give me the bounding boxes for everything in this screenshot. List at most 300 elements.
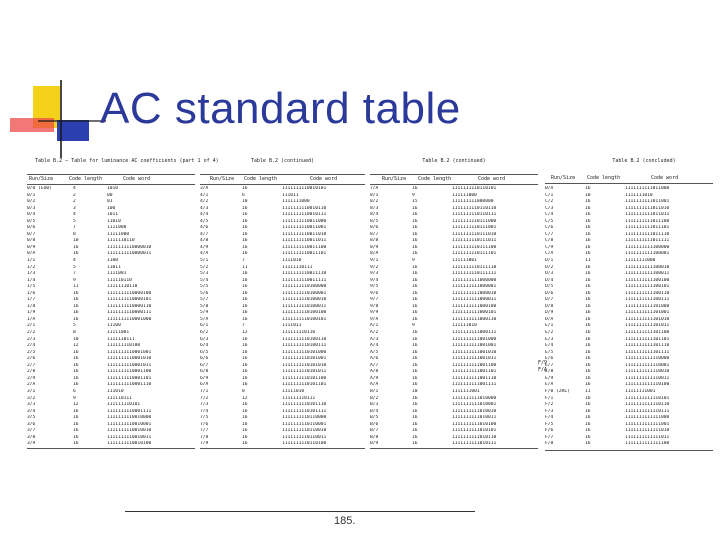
cell-code-length: 16 bbox=[585, 290, 591, 296]
cell-code-length: 16 bbox=[242, 441, 248, 447]
cell-run-size: D/5 bbox=[545, 284, 554, 290]
cell-run-size: 5/4 bbox=[200, 277, 209, 283]
cell-code-length: 16 bbox=[412, 284, 418, 290]
col-header-run-size: Run/Size bbox=[551, 175, 576, 181]
col-header-code-length: Code length bbox=[587, 175, 621, 181]
cell-code-length: 16 bbox=[242, 421, 248, 427]
cell-run-size: 9/A bbox=[370, 316, 379, 322]
cell-code-length: 16 bbox=[585, 421, 591, 427]
cell-run-size: 6/A bbox=[200, 382, 209, 388]
cell-run-size: 0/4 bbox=[27, 212, 36, 218]
cell-code-word: 111111000 bbox=[452, 192, 477, 198]
cell-run-size: 0/3 bbox=[27, 205, 36, 211]
cell-code-length: 16 bbox=[412, 316, 418, 322]
cell-code-word: 1111111110111100 bbox=[452, 244, 497, 250]
cell-code-word: 111111001 bbox=[452, 258, 477, 264]
cell-run-size: 1/7 bbox=[27, 297, 36, 303]
cell-run-size: 2/7 bbox=[27, 362, 36, 368]
footer-rule bbox=[125, 511, 475, 512]
cell-code-word: 1111111110010000 bbox=[107, 415, 152, 421]
cell-code-length: 10 bbox=[73, 238, 79, 244]
cell-run-size: 8/9 bbox=[370, 244, 379, 250]
cell-code-word: 100 bbox=[107, 205, 116, 211]
cell-run-size: 1/4 bbox=[27, 277, 36, 283]
cell-code-word: 1111111111110100 bbox=[625, 382, 670, 388]
cell-code-word: 1111111111010010 bbox=[452, 408, 497, 414]
cell-run-size: 2/1 bbox=[27, 323, 36, 329]
table-caption: Table B.2 (concluded) bbox=[612, 158, 676, 164]
side-label bbox=[538, 445, 558, 452]
cell-code-word: 1111111111101010 bbox=[625, 316, 670, 322]
cell-run-size: A/1 bbox=[370, 323, 379, 329]
cell-code-word: 1111111110010100 bbox=[107, 441, 152, 447]
cell-code-length: 16 bbox=[585, 330, 591, 336]
cell-code-word: 1111111110110101 bbox=[452, 186, 497, 191]
col-header-code-length: Code length bbox=[244, 176, 278, 182]
cell-code-word: 111010 bbox=[107, 388, 124, 394]
cell-code-word: 1111000 bbox=[107, 225, 127, 231]
col-header-code-word: Code word bbox=[478, 176, 506, 182]
cell-code-word: 1111111110100111 bbox=[282, 343, 327, 349]
cell-code-length: 16 bbox=[242, 297, 248, 303]
cell-code-length: 16 bbox=[585, 238, 591, 244]
cell-code-length: 16 bbox=[585, 356, 591, 362]
cell-code-word: 01 bbox=[107, 199, 113, 205]
cell-code-length: 16 bbox=[242, 244, 248, 250]
cell-run-size: A/7 bbox=[370, 362, 379, 368]
cell-code-word: 1111111111000001 bbox=[452, 284, 497, 290]
cell-run-size: 0/9 bbox=[27, 244, 36, 250]
cell-code-length: 16 bbox=[73, 356, 79, 362]
cell-code-length: 16 bbox=[585, 251, 591, 257]
cell-code-word: 1111111111010111 bbox=[452, 441, 497, 447]
cell-code-length: 16 bbox=[585, 408, 591, 414]
cell-run-size: 6/3 bbox=[200, 336, 209, 342]
cell-code-word: 1111111111001110 bbox=[452, 375, 497, 381]
cell-code-length: 16 bbox=[242, 271, 248, 277]
cell-code-word: 1111111111000101 bbox=[452, 310, 497, 316]
cell-code-word: 1111111110101100 bbox=[282, 375, 327, 381]
cell-run-size: 8/2 bbox=[370, 199, 379, 205]
cell-run-size: 5/A bbox=[200, 316, 209, 322]
cell-code-word: 1111111111000000 bbox=[452, 277, 497, 283]
cell-code-length: 5 bbox=[73, 323, 76, 329]
cell-code-length: 11 bbox=[585, 258, 591, 264]
table-body bbox=[370, 186, 538, 448]
cell-code-length: 16 bbox=[585, 186, 591, 191]
cell-code-word: 1111111110100001 bbox=[282, 290, 327, 296]
cell-code-length: 11 bbox=[585, 388, 591, 394]
cell-run-size: B/2 bbox=[370, 395, 379, 401]
cell-run-size: B/4 bbox=[370, 408, 379, 414]
cell-code-word: 1111111111110010 bbox=[625, 369, 670, 375]
cell-code-length: 16 bbox=[242, 402, 248, 408]
cell-code-word: 1111111111111001 bbox=[625, 421, 670, 427]
cell-code-word: 1111111111011000 bbox=[625, 186, 670, 191]
cell-code-word: 1111111111001100 bbox=[452, 362, 497, 368]
cell-code-word: 1111111111110011 bbox=[625, 375, 670, 381]
col-header-code-length: Code length bbox=[418, 176, 452, 182]
cell-code-word: 111011 bbox=[282, 192, 299, 198]
cell-code-word: 1111111111101000 bbox=[625, 303, 670, 309]
cell-run-size: 6/1 bbox=[200, 323, 209, 329]
cell-code-length: 16 bbox=[585, 284, 591, 290]
cell-code-word: 1111111111011011 bbox=[625, 212, 670, 218]
cell-code-word: 1111111111010011 bbox=[452, 415, 497, 421]
cell-code-length: 16 bbox=[585, 375, 591, 381]
cell-run-size: 9/5 bbox=[370, 284, 379, 290]
cell-run-size: 2/8 bbox=[27, 369, 36, 375]
cell-code-length: 16 bbox=[412, 369, 418, 375]
cell-code-length: 9 bbox=[412, 323, 415, 329]
cell-run-size: 1/2 bbox=[27, 264, 36, 270]
cell-code-length: 16 bbox=[412, 343, 418, 349]
cell-code-length: 10 bbox=[73, 336, 79, 342]
cell-code-length: 8 bbox=[73, 231, 76, 237]
cell-run-size: A/5 bbox=[370, 349, 379, 355]
cell-code-word: 1111111110110010 bbox=[282, 428, 327, 434]
cell-code-length: 16 bbox=[585, 218, 591, 224]
table-header bbox=[370, 174, 538, 185]
cell-code-word: 1111111111101111 bbox=[625, 349, 670, 355]
cell-code-word: 1111111111100100 bbox=[625, 277, 670, 283]
cell-code-word: 1111111111101110 bbox=[625, 343, 670, 349]
cell-code-length: 5 bbox=[73, 264, 76, 270]
cell-code-length: 16 bbox=[242, 349, 248, 355]
cell-code-word: 11111001 bbox=[107, 330, 130, 336]
cell-code-length: 16 bbox=[242, 212, 248, 218]
cell-code-word: 1111111111111100 bbox=[625, 441, 670, 447]
cell-code-word: 1111111110100011 bbox=[282, 303, 327, 309]
cell-run-size: B/6 bbox=[370, 421, 379, 427]
cell-run-size: A/9 bbox=[370, 375, 379, 381]
cell-code-length: 15 bbox=[412, 199, 418, 205]
cell-code-length: 16 bbox=[73, 382, 79, 388]
cell-code-length: 16 bbox=[73, 441, 79, 447]
cell-code-length: 16 bbox=[412, 362, 418, 368]
cell-code-word: 1111111111011100 bbox=[625, 218, 670, 224]
cell-code-length: 16 bbox=[585, 441, 591, 447]
cell-code-length: 16 bbox=[73, 375, 79, 381]
cell-run-size: E/1 bbox=[545, 323, 554, 329]
cell-code-word: 1111111110100101 bbox=[282, 316, 327, 322]
cell-run-size: 3/1 bbox=[27, 388, 36, 394]
cell-code-word: 1111111110000111 bbox=[107, 310, 152, 316]
cell-code-word: 1111111110000011 bbox=[107, 251, 152, 257]
cell-code-word: 1111111110110000 bbox=[282, 415, 327, 421]
cell-code-length: 16 bbox=[73, 369, 79, 375]
cell-code-length: 16 bbox=[412, 310, 418, 316]
cell-run-size: E/3 bbox=[545, 336, 554, 342]
cell-run-size: A/8 bbox=[370, 369, 379, 375]
cell-code-length: 2 bbox=[73, 199, 76, 205]
cell-code-length: 4 bbox=[73, 258, 76, 264]
cell-code-length: 8 bbox=[242, 388, 245, 394]
cell-run-size: B/1 bbox=[370, 388, 379, 394]
cell-run-size: 4/9 bbox=[200, 244, 209, 250]
cell-run-size: F/1 bbox=[545, 395, 554, 401]
side-label: F/A bbox=[538, 366, 548, 373]
cell-code-length: 16 bbox=[412, 277, 418, 283]
cell-run-size: B/A bbox=[545, 186, 554, 191]
cell-run-size: 9/1 bbox=[370, 258, 379, 264]
cell-code-word: 1111111110001000 bbox=[107, 316, 152, 322]
cell-code-word: 1111111110100010 bbox=[282, 297, 327, 303]
cell-code-length: 16 bbox=[585, 434, 591, 440]
cell-code-length: 16 bbox=[412, 434, 418, 440]
cell-run-size: F/8 bbox=[545, 441, 554, 447]
cell-code-length: 16 bbox=[73, 349, 79, 355]
cell-code-length: 16 bbox=[585, 310, 591, 316]
cell-code-word: 1111111111001010 bbox=[452, 349, 497, 355]
cell-code-length: 12 bbox=[73, 402, 79, 408]
cell-code-length: 16 bbox=[412, 244, 418, 250]
cell-code-length: 16 bbox=[242, 186, 248, 191]
cell-run-size: 0/5 bbox=[27, 218, 36, 224]
cell-code-length: 16 bbox=[585, 382, 591, 388]
cell-run-size: 9/7 bbox=[370, 297, 379, 303]
cell-run-size: C/1 bbox=[545, 192, 554, 198]
table-header bbox=[27, 174, 195, 185]
cell-code-word: 1111011 bbox=[282, 323, 302, 329]
cell-run-size: C/3 bbox=[545, 205, 554, 211]
cell-code-length: 9 bbox=[412, 192, 415, 198]
cell-code-word: 11100 bbox=[107, 323, 121, 329]
cell-run-size: E/2 bbox=[545, 330, 554, 336]
cell-run-size: D/A bbox=[545, 316, 554, 322]
cell-code-length: 16 bbox=[412, 402, 418, 408]
cell-run-size: 7/5 bbox=[200, 415, 209, 421]
cell-code-word: 1111111110100000 bbox=[282, 284, 327, 290]
cell-code-word: 1111111110111000 bbox=[452, 218, 497, 224]
cell-run-size: E/9 bbox=[545, 375, 554, 381]
cell-code-length: 16 bbox=[73, 290, 79, 296]
cell-code-word: 1111111111001111 bbox=[452, 382, 497, 388]
cell-code-word: 1111111110110100 bbox=[282, 441, 327, 447]
cell-code-word: 1111111111001101 bbox=[452, 369, 497, 375]
cell-code-word: 00 bbox=[107, 192, 113, 198]
cell-code-word: 1111111110010001 bbox=[107, 421, 152, 427]
cell-code-length: 16 bbox=[585, 303, 591, 309]
cell-code-length: 16 bbox=[73, 297, 79, 303]
cell-run-size: C/5 bbox=[545, 218, 554, 224]
slide-decoration bbox=[0, 0, 110, 165]
cell-code-word: 1010 bbox=[107, 186, 119, 191]
cell-run-size: E/7 bbox=[545, 362, 554, 368]
cell-run-size: 0/1 bbox=[27, 192, 36, 198]
cell-run-size: C/A bbox=[545, 251, 554, 257]
cell-code-word: 1111111111011111 bbox=[625, 238, 670, 244]
cell-run-size: D/3 bbox=[545, 271, 554, 277]
col-header-code-word: Code word bbox=[310, 176, 338, 182]
cell-code-length: 16 bbox=[242, 231, 248, 237]
cell-code-word: 1111111110011111 bbox=[282, 277, 327, 283]
cell-code-word: 1111111110010101 bbox=[282, 186, 327, 191]
cell-code-length: 16 bbox=[242, 408, 248, 414]
cell-code-word: 1111001 bbox=[107, 271, 127, 277]
cell-run-size: 9/8 bbox=[370, 303, 379, 309]
cell-code-length: 16 bbox=[585, 323, 591, 329]
cell-run-size: 3/8 bbox=[27, 434, 36, 440]
cell-run-size: 0/6 bbox=[27, 225, 36, 231]
cell-code-length: 16 bbox=[242, 415, 248, 421]
cell-run-size: D/7 bbox=[545, 297, 554, 303]
cell-code-word: 11111110110 bbox=[107, 284, 138, 290]
cell-code-word: 1111111110111010 bbox=[452, 231, 497, 237]
cell-code-length: 16 bbox=[242, 238, 248, 244]
cell-run-size: 5/2 bbox=[200, 264, 209, 270]
cell-code-word: 111111110101 bbox=[107, 402, 141, 408]
cell-code-length: 16 bbox=[412, 421, 418, 427]
cell-code-length: 16 bbox=[73, 362, 79, 368]
cell-run-size: 5/8 bbox=[200, 303, 209, 309]
cell-code-length: 16 bbox=[585, 336, 591, 342]
cell-code-length: 7 bbox=[242, 323, 245, 329]
side-label: F/9 bbox=[538, 360, 548, 366]
cell-code-word: 1111111001 bbox=[452, 388, 480, 394]
cell-run-size: E/A bbox=[545, 382, 554, 388]
cell-code-word: 1111111111101001 bbox=[625, 310, 670, 316]
cell-run-size: 0/0 (EOB) bbox=[27, 186, 52, 191]
cell-run-size: 3/5 bbox=[27, 415, 36, 421]
cell-code-word: 1111111111000111 bbox=[452, 330, 497, 336]
page-number: 185. bbox=[334, 515, 356, 527]
cell-run-size: 5/1 bbox=[200, 258, 209, 264]
cell-code-length: 16 bbox=[585, 415, 591, 421]
cell-run-size: 8/6 bbox=[370, 225, 379, 231]
cell-run-size: D/6 bbox=[545, 290, 554, 296]
cell-code-word: 11111111000 bbox=[625, 258, 656, 264]
cell-code-length: 16 bbox=[412, 205, 418, 211]
cell-run-size: 1/1 bbox=[27, 258, 36, 264]
cell-code-word: 1111111110110110 bbox=[452, 205, 497, 211]
table-row bbox=[200, 441, 365, 448]
cell-code-word: 1111111111110111 bbox=[625, 408, 670, 414]
cell-run-size: 9/4 bbox=[370, 277, 379, 283]
cell-code-word: 111111110111 bbox=[282, 395, 316, 401]
cell-code-length: 16 bbox=[585, 428, 591, 434]
cell-code-length: 16 bbox=[585, 244, 591, 250]
cell-code-word: 1111111111110000 bbox=[625, 356, 670, 362]
cell-run-size: 7/2 bbox=[200, 395, 209, 401]
cell-code-length: 6 bbox=[242, 192, 245, 198]
cell-run-size: 8/5 bbox=[370, 218, 379, 224]
cell-code-word: 1111111110101010 bbox=[282, 362, 327, 368]
cell-run-size: 1/A bbox=[27, 316, 36, 322]
cell-code-length: 16 bbox=[73, 310, 79, 316]
cell-code-word: 1111111110000110 bbox=[107, 303, 152, 309]
cell-code-length: 16 bbox=[585, 199, 591, 205]
cell-run-size: F/5 bbox=[545, 421, 554, 427]
cell-code-length: 16 bbox=[73, 316, 79, 322]
cell-code-word: 1111111110101111 bbox=[282, 408, 327, 414]
cell-run-size: B/8 bbox=[370, 434, 379, 440]
cell-code-length: 16 bbox=[585, 231, 591, 237]
cell-run-size: D/4 bbox=[545, 277, 554, 283]
cell-run-size: 4/7 bbox=[200, 231, 209, 237]
cell-code-word: 1111111110001111 bbox=[107, 408, 152, 414]
cell-code-word: 1111111110101110 bbox=[282, 402, 327, 408]
cell-run-size: E/6 bbox=[545, 356, 554, 362]
cell-code-length: 16 bbox=[412, 303, 418, 309]
cell-code-length: 12 bbox=[242, 395, 248, 401]
cell-code-word: 11111000 bbox=[107, 231, 130, 237]
cell-run-size: 2/A bbox=[27, 382, 36, 388]
cell-code-length: 16 bbox=[412, 264, 418, 270]
cell-code-length: 16 bbox=[585, 362, 591, 368]
cell-code-word: 1111111110001110 bbox=[107, 382, 152, 388]
cell-code-word: 1111111111001001 bbox=[452, 343, 497, 349]
cell-code-word: 1111111111001000 bbox=[452, 336, 497, 342]
cell-code-length: 16 bbox=[412, 271, 418, 277]
col-header-code-length: Code length bbox=[69, 176, 103, 182]
cell-code-length: 16 bbox=[242, 362, 248, 368]
cell-code-word: 1111111110000010 bbox=[107, 244, 152, 250]
cell-code-length: 4 bbox=[73, 186, 76, 191]
cell-code-length: 16 bbox=[585, 349, 591, 355]
cell-code-word: 1111111111010100 bbox=[452, 421, 497, 427]
cell-run-size: 4/1 bbox=[200, 192, 209, 198]
cell-code-word: 11111111001 bbox=[625, 388, 656, 394]
cell-code-length: 16 bbox=[412, 186, 418, 191]
cell-run-size: F/0 (ZRL) bbox=[545, 388, 570, 394]
cell-code-length: 16 bbox=[412, 395, 418, 401]
cell-code-word: 1111111110000101 bbox=[107, 297, 152, 303]
col-header-run-size: Run/Size bbox=[210, 176, 235, 182]
cell-code-length: 12 bbox=[242, 330, 248, 336]
cell-code-word: 1111111111000100 bbox=[452, 303, 497, 309]
cell-code-word: 1111111110111001 bbox=[452, 225, 497, 231]
table-row bbox=[370, 441, 538, 448]
cell-code-word: 1111111111011101 bbox=[625, 225, 670, 231]
cell-run-size: C/8 bbox=[545, 238, 554, 244]
cell-code-length: 16 bbox=[412, 356, 418, 362]
cell-code-length: 16 bbox=[585, 277, 591, 283]
cell-run-size: 7/9 bbox=[200, 441, 209, 447]
cell-code-word: 1100 bbox=[107, 258, 119, 264]
cell-code-word: 1111111111000011 bbox=[452, 297, 497, 303]
cell-code-length: 9 bbox=[73, 395, 76, 401]
cell-code-length: 16 bbox=[242, 303, 248, 309]
cell-code-length: 16 bbox=[412, 238, 418, 244]
cell-code-word: 1111111111010101 bbox=[452, 428, 497, 434]
cell-run-size: 7/A bbox=[370, 186, 379, 191]
cell-run-size: 2/6 bbox=[27, 356, 36, 362]
cell-code-length: 16 bbox=[242, 343, 248, 349]
cell-run-size: 0/8 bbox=[27, 238, 36, 244]
cell-code-word: 1111111111010000 bbox=[452, 395, 497, 401]
cell-code-word: 1111111111000110 bbox=[452, 316, 497, 322]
cell-run-size: 5/3 bbox=[200, 271, 209, 277]
cell-code-word: 1111111111001011 bbox=[452, 356, 497, 362]
cell-code-word: 1111111111100001 bbox=[625, 251, 670, 257]
cell-code-word: 1111111111000010 bbox=[452, 290, 497, 296]
cell-code-length: 16 bbox=[412, 290, 418, 296]
cell-code-word: 1111111110111110 bbox=[452, 264, 497, 270]
cell-code-length: 16 bbox=[412, 375, 418, 381]
cell-run-size: 7/7 bbox=[200, 428, 209, 434]
cell-code-length: 16 bbox=[412, 441, 418, 447]
cell-run-size: F/2 bbox=[545, 402, 554, 408]
cell-code-word: 1111111110000100 bbox=[107, 290, 152, 296]
col-header-run-size: Run/Size bbox=[382, 176, 407, 182]
cell-code-word: 1111010 bbox=[282, 258, 302, 264]
cell-run-size: 2/5 bbox=[27, 349, 36, 355]
cell-run-size: 6/9 bbox=[200, 375, 209, 381]
cell-run-size: 5/6 bbox=[200, 290, 209, 296]
cell-code-length: 16 bbox=[585, 343, 591, 349]
cell-code-length: 7 bbox=[73, 271, 76, 277]
